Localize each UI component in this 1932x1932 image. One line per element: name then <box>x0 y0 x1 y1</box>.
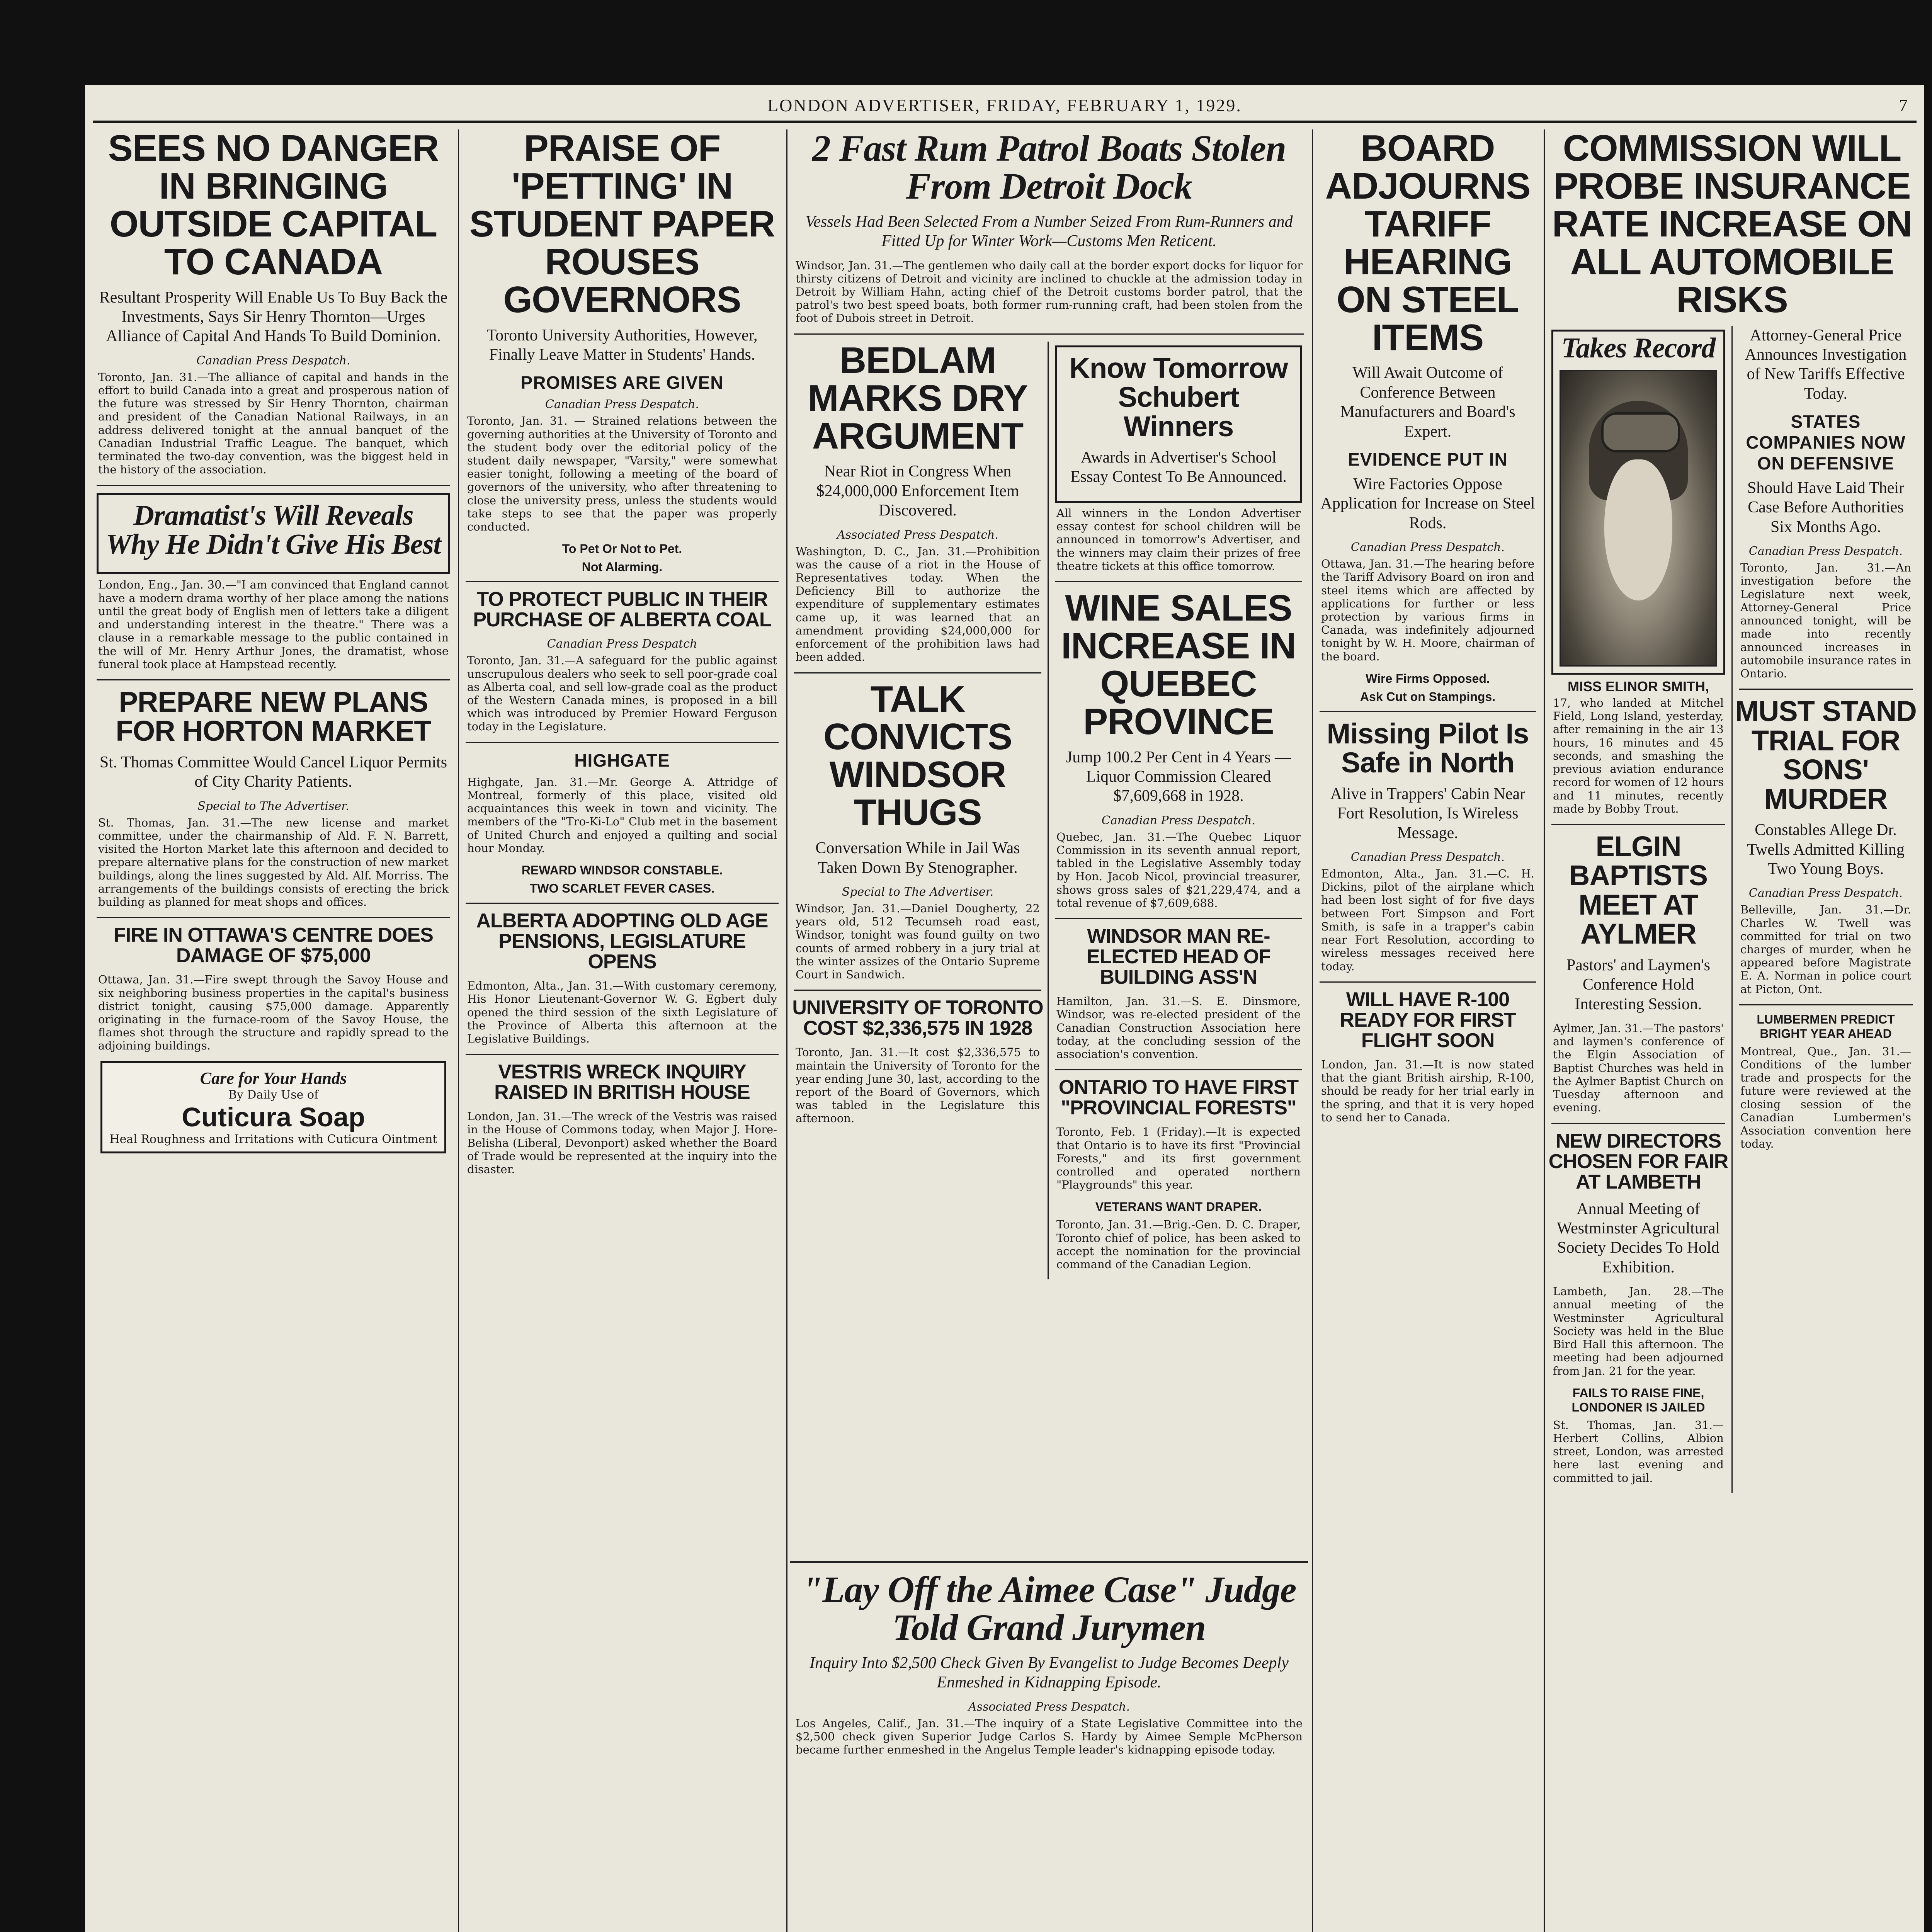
deck-aimee: Inquiry Into $2,500 Check Given By Evangelist to Judge Becomes Deeply Enmeshed in Kidnapping Episode. <box>810 1654 1289 1692</box>
column-divider <box>1312 129 1313 1932</box>
deck-rum-boats: Vessels Had Been Selected From a Number Seized From Rum-Runners and Fitted Up for Winter Work—Customs Men Reticent. <box>805 213 1293 250</box>
subhead: Ask Cut on Stampings. <box>1360 689 1496 704</box>
dateline: Canadian Press Despatch. <box>545 398 699 412</box>
deck-tariff-2: Wire Factories Oppose Application for Increase on Steel Rods. <box>1320 475 1535 532</box>
headline-petting: PRAISE OF 'PETTING' IN STUDENT PAPER ROUSES GOVERNORS <box>469 129 775 320</box>
right-subcolumn-left <box>1548 326 1729 1493</box>
masthead-title: LONDON ADVERTISER, FRIDAY, FEBRUARY 1, 1929. <box>767 95 1242 115</box>
headline-ottawa-fire: FIRE IN OTTAWA'S CENTRE DOES DAMAGE OF $75,000 <box>113 924 433 967</box>
headline-windsor-man: WINDSOR MAN RE-ELECTED HEAD OF BUILDING ASS'N <box>1086 925 1271 989</box>
article-body: St. Thomas, Jan. 31.—The new license and market committee, under the chairmanship of Ald. F. N. Barrett, visited the Horton Market late this afternoon and decided to prepare alternative plans for the construction of new market buildings, along the lines suggested by Ald. Alf. Morriss. The arrangements of the buildings consists of erecting the brick building as planned for meat shops and offices. <box>98 816 449 909</box>
divider <box>1551 1123 1725 1124</box>
dateline: Special to The Advertiser. <box>197 799 349 813</box>
center-subcolumns <box>790 339 1308 1280</box>
article-body: Highgate, Jan. 31.—Mr. George A. Attridge of Montreal, formerly of this place, visited old acquaintances this week in town and vicinity. The members of the "Tro-Ki-Lo" Club met in the basement of United Church and enjoyed a quilting and social hour Monday. <box>467 775 777 855</box>
divider <box>1055 581 1302 582</box>
divider <box>1320 981 1536 983</box>
article-body: Toronto, Jan. 31.—The alliance of capital and hands in the effort to build Canada into a great and prosperous nation of the future was stressed by Sir Henry Thornton, chairman and president of the Canadian National Railways, in an address delivered tonight at the annual banquet of the Canadian Industrial Traffic League. The banquet, which terminated the two-day convention, was the biggest held in the history of the association. <box>98 370 449 476</box>
newspaper-page <box>85 85 1924 1932</box>
dateline: Associated Press Despatch. <box>837 528 998 542</box>
headline-tariff-hearing: BOARD ADJOURNS TARIFF HEARING ON STEEL ITEMS <box>1325 129 1531 358</box>
headline-rum-boats: 2 Fast Rum Patrol Boats Stolen From Detroit Dock <box>812 129 1286 207</box>
column-divider <box>1544 129 1545 1932</box>
deck-tariff: Will Await Outcome of Conference Between Manufacturers and Board's Expert. <box>1340 364 1515 440</box>
article-body: Edmonton, Alta., Jan. 31.—With customary ceremony, His Honor Lieutenant-Governor W. G. Egbert duly opened the third session of the sixth Legislature of the Province of Alberta this afternoon at the Legislative Buildings. <box>467 979 777 1045</box>
subhead: Not Alarming. <box>582 560 663 574</box>
subhead: PROMISES ARE GIVEN <box>520 372 724 393</box>
center-subcolumn-left <box>790 339 1045 1280</box>
article-body: Toronto, Jan. 31.—It cost $2,336,575 to maintain the University of Toronto for the year ending June 30, last, according to the report of the Board of Governors, which was tabled in the Legislature this afternoon. <box>796 1046 1040 1125</box>
headline-r100: WILL HAVE R-100 READY FOR FIRST FLIGHT SOON <box>1340 988 1516 1052</box>
column-divider <box>1731 326 1733 1493</box>
photo-box <box>1551 330 1725 675</box>
headline-bedlam: BEDLAM MARKS DRY ARGUMENT <box>808 339 1028 457</box>
headline-highgate: HIGHGATE <box>574 750 670 770</box>
divider <box>466 742 779 743</box>
article-aimee <box>790 1561 1308 1932</box>
dateline: Canadian Press Despatch <box>547 637 697 651</box>
boxed-article-dramatist <box>97 493 450 575</box>
article-body: Edmonton, Alta., Jan. 31.—C. H. Dickins, pilot of the airplane which had been lost sight of for five days between Fort Simpson and Fort Smith, is safe in a trapper's cabin near Fort Resolution, according to wireless messages received here today. <box>1321 867 1534 973</box>
masthead <box>85 92 1924 120</box>
headline-missing-pilot: Missing Pilot Is Safe in North <box>1327 717 1529 779</box>
face <box>1604 459 1672 600</box>
column-right <box>1548 129 1917 1932</box>
column-left <box>93 129 454 1932</box>
article-body: Toronto, Feb. 1 (Friday).—It is expected that Ontario is to have its first "Provincial Forests," and its first government controlled and operated northern "Playgrounds" this year. <box>1056 1125 1301 1192</box>
article-body: All winners in the London Advertiser essay contest for school children will be announced in tomorrow's Advertiser, and the winners may claim their prizes of free theatre tickets at this office tomorrow. <box>1056 506 1301 573</box>
divider <box>466 903 779 904</box>
subhead: REWARD WINDSOR CONSTABLE. <box>521 863 723 877</box>
ad-line: By Daily Use of <box>228 1088 319 1102</box>
divider <box>1739 689 1913 690</box>
column-divider <box>458 129 459 1932</box>
article-body: Los Angeles, Calif., Jan. 31.—The inquiry of a State Legislative Committee into the $2,500 check given Superior Judge Carlos S. Hardy by Aimee Semple McPherson became further enmeshed in the Angelus Temple leader's kidnapping episode today. <box>796 1716 1303 1757</box>
article-body: Windsor, Jan. 31.—Daniel Dougherty, 22 years old, 512 Tecumseh road east, Windsor, tonight was found guilty on two counts of armed robbery in a jury trial at the winter assizes of the Ontario Supreme Court in Sandwich. <box>796 901 1040 981</box>
headline-provincial-forests: ONTARIO TO HAVE FIRST "PROVINCIAL FORESTS" <box>1058 1076 1299 1119</box>
headline-alberta-coal: TO PROTECT PUBLIC IN THEIR PURCHASE OF ALBERTA COAL <box>473 588 771 631</box>
article-body: Toronto, Jan. 31. — Strained relations between the governing authorities at the University of Toronto and the student body over the editorial policy of the student daily newspaper, "Varsity," were somewhat easier tonight, following a meeting of the board of governors of the university, who after threatening to close the university press, unless the students would take steps to see that the paper was properly conducted. <box>467 414 777 534</box>
deck-bedlam: Near Riot in Congress When $24,000,000 Enforcement Item Discovered. <box>816 463 1019 520</box>
ad-line: Care for Your Hands <box>200 1068 347 1088</box>
headline-aimee: "Lay Off the Aimee Case" Judge Told Grand Jurymen <box>802 1569 1296 1648</box>
article-body: Toronto, Jan. 31.—A safeguard for the public against unscrupulous dealers who seek to sell poor-grade coal as Alberta coal, and sell low-grade coal as the product of the Western Canada mines, is proposed in a bill which was introduced by Premier Howard Ferguson today in the Legislature. <box>467 654 777 733</box>
article-body: London, Jan. 31.—It is now stated that the giant British airship, R-100, should be ready for her trial early in the spring, and that it is very hoped to send her to Canada. <box>1321 1058 1534 1124</box>
column-divider <box>786 129 787 1932</box>
article-body: Windsor, Jan. 31.—The gentlemen who daily call at the border export docks for liquor for thirsty citizens of Detroit and vicinity are inclined to chuckle at the admission today in Detroit by William Hahn, acting chief of the Detroit customs border patrol, that the patrol's two best speed boats, both former rum-running craft, had been stolen from the foot of Dubois street in Detroit. <box>796 259 1303 325</box>
deck-elgin: Pastors' and Laymen's Conference Hold Interesting Session. <box>1566 956 1711 1013</box>
divider <box>794 990 1041 991</box>
article-body: London, Jan. 31.—The wreck of the Vestris was raised in the House of Commons today, when Major J. Hore-Belisha (Liberal, Devonport) asked whether the Board of Trade would be represented at the inquiry into the disaster. <box>467 1110 777 1176</box>
headline-insurance-probe: COMMISSION WILL PROBE INSURANCE RATE INCREASE ON ALL AUTOMOBILE RISKS <box>1552 129 1912 320</box>
divider <box>1739 1004 1913 1005</box>
deck-wine-sales: Jump 100.2 Per Cent in 4 Years —Liquor Commission Cleared $7,609,668 in 1928. <box>1066 748 1291 805</box>
article-body: Ottawa, Jan. 31.—Fire swept through the Savoy House and six neighboring business properties in the capital's business district tonight, causing $75,000 damage. Apparently originating in the furnace-room of the Savoy House, the flames shot through the structure and rapidly spread to the adjoining buildings. <box>98 973 449 1053</box>
dateline: Canadian Press Despatch. <box>1350 541 1505 554</box>
dateline: Associated Press Despatch. <box>968 1700 1130 1714</box>
deck-schubert: Awards in Advertiser's School Essay Contest To Be Announced. <box>1070 449 1287 486</box>
column-divider <box>1048 342 1049 1280</box>
article-body: Lambeth, Jan. 28.—The annual meeting of the Westminster Agricultural Society was held in the Blue Bird Hall this afternoon. The meeting had been adjourned from Jan. 21 for the year. <box>1553 1285 1724 1378</box>
deck-horton-market: St. Thomas Committee Would Cancel Liquor Permits of City Charity Patients. <box>99 753 447 791</box>
divider <box>1055 1069 1302 1070</box>
headline-schubert: Know Tomorrow Schubert Winners <box>1069 352 1288 442</box>
divider <box>1055 918 1302 919</box>
article-body: Quebec, Jan. 31.—The Quebec Liquor Commission in its seventh annual report, tabled in the Legislative Assembly today by Hon. Jacob Nicol, provincial treasurer, shows gross sales of $21,229,474, and a total revenue of $7,609,688. <box>1056 830 1301 910</box>
column-second <box>462 129 782 1932</box>
dateline: Canadian Press Despatch. <box>1101 813 1256 827</box>
headline-lambeth: NEW DIRECTORS CHOSEN FOR FAIR AT LAMBETH <box>1548 1129 1728 1193</box>
headline-outside-capital: SEES NO DANGER IN BRINGING OUTSIDE CAPITAL TO CANADA <box>108 129 439 282</box>
ad-brand: Cuticura Soap <box>182 1102 365 1132</box>
divider <box>1320 711 1536 712</box>
headline-wine-sales: WINE SALES INCREASE IN QUEBEC PROVINCE <box>1061 587 1296 742</box>
headline-elgin-baptists: ELGIN BAPTISTS MEET AT AYLMER <box>1569 830 1708 950</box>
deck-missing-pilot: Alive in Trappers' Cabin Near Fort Resolution, Is Wireless Message. <box>1330 785 1526 842</box>
headline-university-cost: UNIVERSITY OF TORONTO COST $2,336,575 IN 1928 <box>792 997 1043 1040</box>
headline-sons-murder: MUST STAND TRIAL FOR SONS' MURDER <box>1735 695 1917 815</box>
dateline: Canadian Press Despatch. <box>196 354 350 367</box>
center-subcolumn-right <box>1051 342 1306 1280</box>
article-body: Aylmer, Jan. 31.—The pastors' and laymen's conference of the Elgin Association of Baptist Churches was held in the Aylmer Baptist Church on Tuesday afternoon and evening. <box>1553 1022 1724 1114</box>
dateline: Canadian Press Despatch. <box>1748 886 1903 900</box>
headline-alberta-pensions: ALBERTA ADOPTING OLD AGE PENSIONS, LEGISLATURE OPENS <box>476 909 768 973</box>
dateline: Special to The Advertiser. <box>842 885 994 899</box>
article-body: Toronto, Jan. 31.—An investigation before the Legislature next week, Attorney-General Price announced tonight, will be made into recently announced increases in automobile insurance rates in Ontario. <box>1740 561 1911 680</box>
article-body: Ottawa, Jan. 31.—The hearing before the Tariff Advisory Board on iron and steel items which are affected by applications for further or less protection by various firms in Canada, was indefinitely adjourned tonight by W. H. Moore, chairman of the board. <box>1321 557 1534 663</box>
deck-outside-capital: Resultant Prosperity Will Enable Us To Buy Back the Investments, Says Sir Henry Thornton—Urges Alliance of Capital And Hands To Build Dominion. <box>99 288 448 345</box>
masthead-rule <box>93 121 1917 123</box>
subhead: Wire Firms Opposed. <box>1366 671 1490 685</box>
subhead: TWO SCARLET FEVER CASES. <box>529 881 715 895</box>
boxed-article-schubert <box>1055 345 1302 503</box>
article-body: London, Eng., Jan. 30.—"I am convinced that England cannot have a modern drama worthy of her place among the nations until the great body of English men of letters take a diligent and understanding interest in the theatre." There was a clause in a remarkable message to the public contained in the will of Mr. Henry Arthur Jones, the dramatist, whose funeral took place at Hampstead recently. <box>98 578 449 671</box>
divider <box>97 679 450 680</box>
right-subcolumn-right <box>1735 326 1917 1493</box>
deck-talk-convicts: Conversation While in Jail Was Taken Down By Stenographer. <box>815 839 1020 877</box>
deck-insurance: Attorney-General Price Announces Investigation of New Tariffs Effective Today. <box>1745 326 1907 403</box>
deck-petting: Toronto University Authorities, However, Finally Leave Matter in Students' Hands. <box>486 326 758 364</box>
divider <box>97 485 450 486</box>
column-fourth <box>1316 129 1540 1932</box>
dateline: Canadian Press Despatch. <box>1748 544 1903 558</box>
deck-sons-murder: Constables Allege Dr. Twells Admitted Killing Two Young Boys. <box>1747 821 1905 878</box>
headline-talk-convicts: TALK CONVICTS WINDSOR THUGS <box>823 678 1012 833</box>
photo-text: 17, who landed at Mitchel Field, Long Island, yesterday, after remaining in the air 13 hours, 16 minutes and 45 seconds, and smashing the previous aviation endurance record for women of 12 hours and 11 minutes, recently made by Bobby Trout. <box>1553 696 1724 815</box>
article-body: Washington, D. C., Jan. 31.—Prohibition was the cause of a riot in the House of Representatives today. When the Deficiency Bill to authorize the expenditure of supplementary estimates came up, it was learned that an amendment providing $24,000,000 for enforcement of the prohibition laws had been added. <box>796 544 1040 664</box>
dateline: Canadian Press Despatch. <box>1350 850 1505 864</box>
divider <box>466 581 779 582</box>
subhead: STATES COMPANIES NOW ON DEFENSIVE <box>1746 412 1906 474</box>
article-body: Montreal, Que., Jan. 31.—Conditions of the lumber trade and prospects for the future were reviewed at the closing session of the Canadian Lumbermen's Association convention here today. <box>1740 1044 1911 1151</box>
article-body: Hamilton, Jan. 31.—S. E. Dinsmore, Windsor, was re-elected president of the Canadian Construction Association here today, at the concluding session of the association's convention. <box>1056 995 1301 1061</box>
subhead: FAILS TO RAISE FINE, LONDONER IS JAILED <box>1571 1386 1705 1414</box>
deck-lambeth: Annual Meeting of Westminster Agricultural Society Decides To Hold Exhibition. <box>1556 1200 1720 1276</box>
headline-horton-market: PREPARE NEW PLANS FOR HORTON MARKET <box>116 686 431 747</box>
right-subcolumns <box>1548 326 1917 1493</box>
article-body: Toronto, Jan. 31.—Brig.-Gen. D. C. Draper, Toronto chief of police, has been asked to accept the nomination for the provincial command of the Canadian Legion. <box>1056 1218 1301 1271</box>
advertisement-cuticura <box>100 1061 446 1153</box>
divider <box>1551 824 1725 825</box>
headline-vestris: VESTRIS WRECK INQUIRY RAISED IN BRITISH HOUSE <box>494 1061 750 1104</box>
goggles <box>1601 412 1680 452</box>
divider <box>466 1054 779 1055</box>
ad-line: Heal Roughness and Irritations with Cuticura Ointment <box>109 1132 437 1146</box>
page-number: 7 <box>1899 95 1909 115</box>
column-center <box>790 129 1308 1551</box>
photo-title: Takes Record <box>1561 332 1716 364</box>
headline-dramatist: Dramatist's Will Reveals Why He Didn't Give His Best <box>105 499 441 561</box>
photo-caption: MISS ELINOR SMITH, <box>1567 679 1709 694</box>
article-body: St. Thomas, Jan. 31.—Herbert Collins, Albion street, London, was arrested here last evening and committed to jail. <box>1553 1418 1724 1485</box>
divider <box>794 333 1304 335</box>
subhead: VETERANS WANT DRAPER. <box>1095 1200 1262 1214</box>
deck-insurance-2: Should Have Laid Their Case Before Authorities Six Months Ago. <box>1747 479 1905 536</box>
subhead: EVIDENCE PUT IN <box>1348 449 1508 469</box>
headline-lumbermen: LUMBERMEN PREDICT BRIGHT YEAR AHEAD <box>1757 1012 1895 1041</box>
divider <box>97 917 450 918</box>
photo-elinor-smith <box>1560 370 1717 667</box>
article-body: Belleville, Jan. 31.—Dr. Charles W. Twell was committed for trial on two charges of murder, when he appeared before Magistrate E. A. Norman in police court at Picton, Ont. <box>1740 903 1911 996</box>
subhead: To Pet Or Not to Pet. <box>562 542 682 556</box>
divider <box>794 672 1041 673</box>
